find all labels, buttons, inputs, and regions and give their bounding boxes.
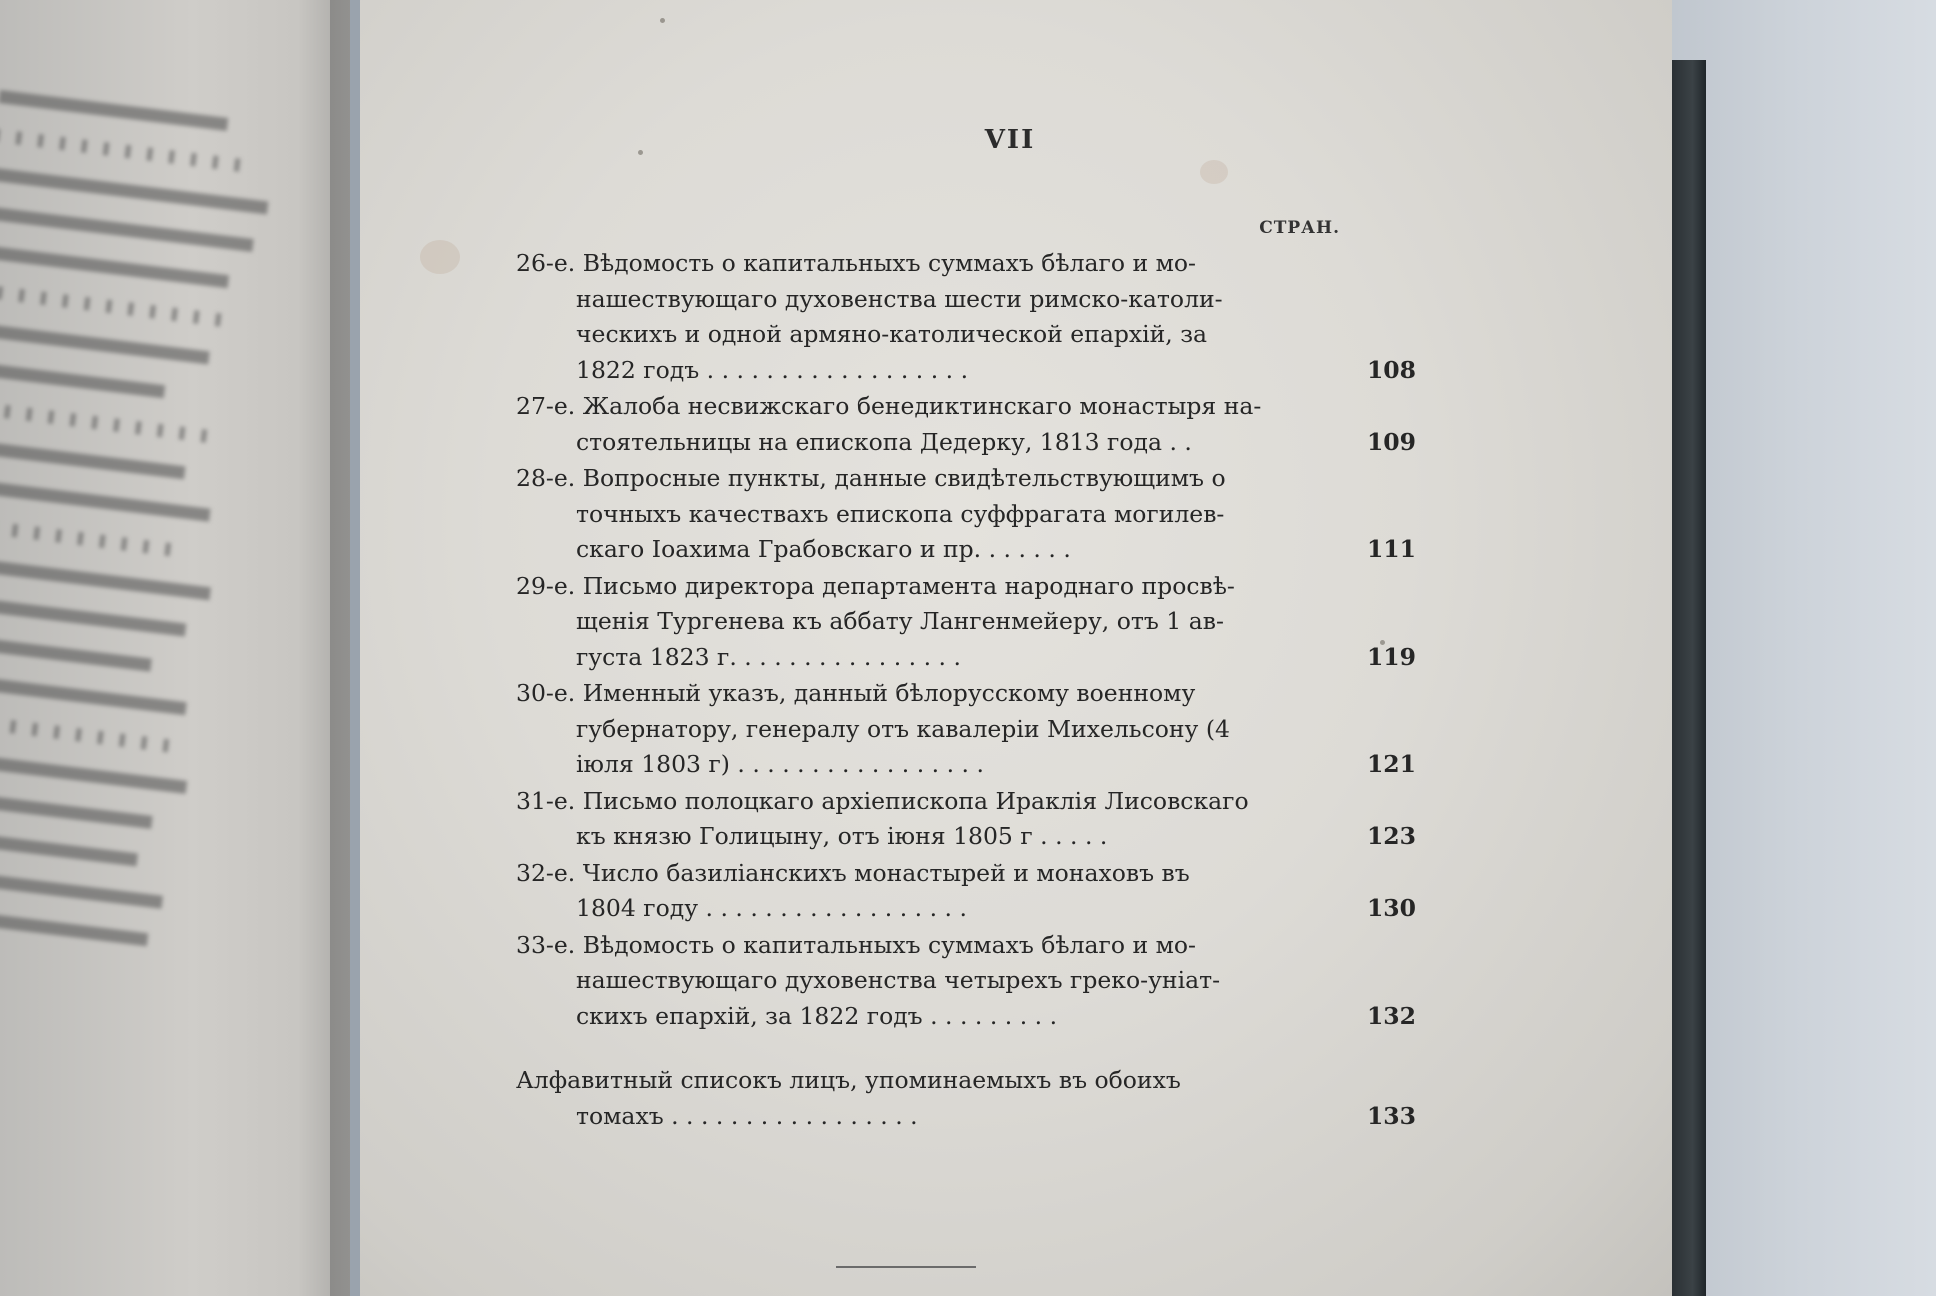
toc-entry [516, 784, 1416, 855]
facing-page-blurred-text [0, 90, 298, 978]
paper-speck [660, 18, 665, 23]
toc-entry-line: къ князю Голицыну, отъ іюня 1805 г . . . . . [576, 822, 1108, 850]
toc-page-number: 108 [1366, 355, 1416, 384]
toc-entry-line: стоятельницы на епископа Дедерку, 1813 года . . [576, 427, 1192, 456]
toc-entry-line: густа 1823 г. . . . . . . . . . . . . . . . [576, 642, 961, 671]
toc-entry-line: скихъ епархій, за 1822 годъ . . . . . . . . . [576, 1001, 1058, 1030]
toc-entry-line: іюля 1803 г) . . . . . . . . . . . . . . . . . [576, 750, 984, 778]
toc-entry-line: щенія Тургенева къ аббату Лангенмейеру, отъ 1 ав- [576, 607, 1224, 635]
toc-entry-line: томахъ . . . . . . . . . . . . . . . . . [576, 1101, 918, 1130]
toc-entry-line: нашествующаго духовенства шести римско-католи- [576, 284, 1223, 313]
toc-entry [516, 246, 1416, 388]
page-gutter-shadow [330, 0, 350, 1296]
toc-entry [516, 856, 1416, 927]
toc-page-number: 121 [1366, 750, 1416, 778]
toc-entry-line: нашествующаго духовенства четырехъ греко-уніат- [576, 966, 1221, 994]
toc-entry-line: губернатору, генералу отъ кавалеріи Михельсону (4 [576, 714, 1230, 743]
toc-entry-line: Алфавитный списокъ лицъ, упоминаемыхъ въ обоихъ [516, 1066, 1181, 1094]
toc-entry [516, 928, 1416, 1035]
paper-stain [1200, 160, 1228, 184]
paper-speck [638, 150, 643, 155]
facing-page [0, 0, 350, 1296]
toc-entry-line: точныхъ качествахъ епископа суффрагата могилев- [576, 499, 1225, 528]
toc-entry-line: 1822 годъ . . . . . . . . . . . . . . . . . . [576, 355, 969, 384]
page-column-header: СТРАН. [1259, 218, 1340, 238]
toc-entry-line: 1804 году . . . . . . . . . . . . . . . . . . [576, 894, 967, 922]
toc-entry-line: ческихъ и одной армяно-католической епархій, за [576, 320, 1208, 348]
toc-page-number: 123 [1366, 822, 1416, 850]
book-cover-edge [1672, 60, 1706, 1296]
toc-entry-line: 32-е. Число базиліанскихъ монастырей и монаховъ въ [516, 858, 1190, 887]
toc-entry [516, 461, 1416, 568]
toc-index-entry [516, 1063, 1416, 1134]
toc-entry-line: скаго Іоахима Грабовскаго и пр. . . . . . . [576, 535, 1071, 563]
toc-entry [516, 569, 1416, 676]
toc-page-number: 130 [1366, 894, 1416, 922]
toc-entry-line: 27-е. Жалоба несвижскаго бенедиктинскаго монастыря на- [516, 392, 1262, 420]
toc-entry-line: 26-е. Вѣдомость о капитальныхъ суммахъ бѣлаго и мо- [516, 249, 1196, 277]
toc-entry [516, 389, 1416, 460]
paper-stain [420, 240, 460, 274]
page-number: VII [984, 125, 1036, 155]
toc-entry [516, 676, 1416, 783]
footer-rule [836, 1266, 976, 1268]
toc-entry-line: 31-е. Письмо полоцкаго архіепископа Ираклія Лисовскаго [516, 786, 1249, 815]
toc-page-number: 132 [1366, 1001, 1416, 1030]
toc-page-number: 111 [1366, 535, 1416, 563]
toc-entry-line: 33-е. Вѣдомость о капитальныхъ суммахъ бѣлаго и мо- [516, 930, 1196, 959]
table-of-contents [516, 246, 1416, 1135]
toc-entry-line: 28-е. Вопросные пункты, данные свидѣтельствующимъ о [516, 464, 1226, 492]
toc-page-number: 133 [1366, 1101, 1416, 1130]
toc-entry-line: 29-е. Письмо директора департамента народнаго просвѣ- [516, 571, 1235, 600]
main-page [360, 0, 1672, 1296]
toc-entry-line: 30-е. Именный указъ, данный бѣлорусскому военному [516, 679, 1196, 707]
toc-page-number: 119 [1366, 642, 1416, 671]
toc-page-number: 109 [1366, 427, 1416, 456]
